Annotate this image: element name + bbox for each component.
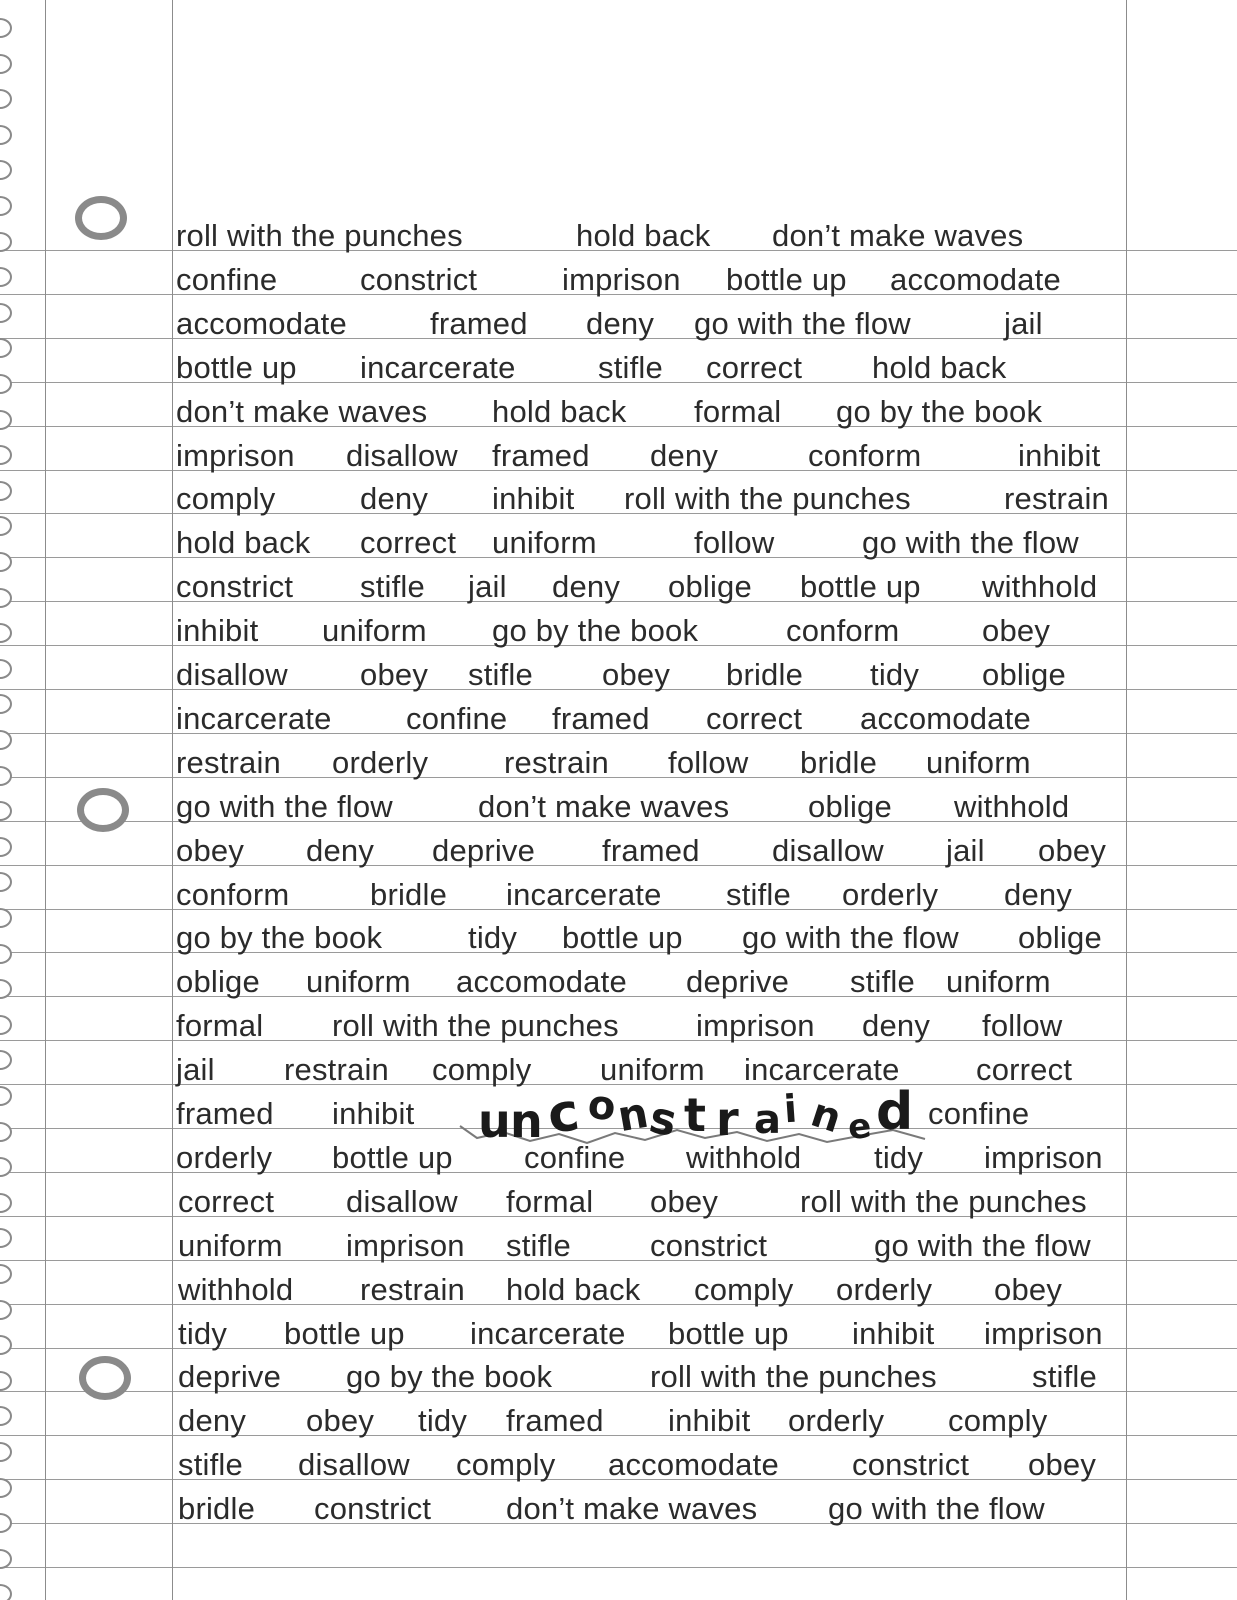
word-row: [0, 922, 1237, 966]
word-row: [0, 220, 1237, 264]
word: stifle: [726, 876, 791, 912]
word: framed: [492, 437, 590, 473]
word: orderly: [842, 876, 939, 912]
word: inhibit: [668, 1403, 751, 1439]
highlight-letter: d: [876, 1082, 914, 1142]
word: follow: [668, 744, 749, 780]
word: orderly: [836, 1271, 933, 1307]
word: comply: [456, 1447, 556, 1483]
word: confine: [406, 700, 508, 736]
word: oblige: [668, 569, 752, 605]
word: incarcerate: [470, 1315, 626, 1351]
word: go by the book: [492, 613, 699, 649]
word: jail: [946, 832, 985, 868]
word-row: [0, 1449, 1237, 1493]
word: disallow: [176, 657, 288, 692]
word: don’t make waves: [772, 218, 1024, 253]
word: obey: [306, 1403, 375, 1439]
word-row: [0, 1315, 1237, 1362]
word: jail: [1004, 305, 1043, 341]
word: accomodate: [176, 305, 347, 341]
word: formal: [176, 1008, 264, 1044]
word: deny: [650, 437, 719, 473]
word: imprison: [176, 437, 295, 473]
word: roll with the punches: [624, 481, 911, 517]
word: obey: [360, 657, 429, 692]
word: go with the flow: [742, 920, 959, 956]
word: deprive: [432, 832, 536, 868]
word: tidy: [468, 920, 518, 956]
word: formal: [506, 1183, 594, 1219]
word-row: [0, 744, 1237, 791]
word: inhibit: [332, 1096, 415, 1131]
word: roll with the punches: [650, 1359, 937, 1395]
word: go by the book: [836, 393, 1043, 429]
word-row: [0, 437, 1237, 484]
word: correct: [178, 1183, 275, 1219]
word: bottle up: [284, 1315, 405, 1351]
word: restrain: [504, 744, 609, 780]
word: oblige: [808, 788, 892, 824]
word: obey: [650, 1183, 719, 1219]
word: don’t make waves: [478, 788, 730, 824]
word: tidy: [874, 1139, 924, 1175]
spiral-loop: [0, 125, 12, 145]
word: deprive: [686, 964, 790, 1000]
word: accomodate: [860, 700, 1031, 736]
word-row: [0, 1010, 1237, 1054]
spiral-loop: [0, 18, 12, 38]
word-row: [0, 1405, 1237, 1449]
spiral-loop: [0, 160, 12, 180]
word: comply: [948, 1403, 1048, 1439]
word: restrain: [176, 744, 281, 780]
word: follow: [982, 1008, 1063, 1044]
word: orderly: [176, 1139, 273, 1175]
word: bottle up: [726, 261, 847, 297]
word: stifle: [468, 657, 533, 692]
word: deny: [552, 569, 621, 605]
word: constrict: [650, 1227, 768, 1263]
word: obey: [994, 1271, 1063, 1307]
word: imprison: [696, 1008, 815, 1044]
word: restrain: [1004, 481, 1109, 517]
highlight-letter: o: [585, 1081, 618, 1131]
word: framed: [506, 1403, 604, 1439]
word: roll with the punches: [332, 1008, 619, 1044]
word: bridle: [178, 1491, 256, 1527]
word: tidy: [178, 1315, 228, 1351]
highlight-letter: u: [478, 1094, 511, 1148]
spiral-loop: [0, 54, 12, 74]
word: go with the flow: [874, 1227, 1091, 1263]
word: bottle up: [668, 1315, 789, 1351]
word-row: [0, 1227, 1237, 1274]
word: uniform: [178, 1227, 283, 1263]
spiral-loop: [0, 1549, 12, 1569]
word: don’t make waves: [176, 393, 428, 429]
word: accomodate: [890, 261, 1061, 297]
word: deprive: [178, 1359, 282, 1395]
word: deny: [1004, 876, 1073, 912]
word: disallow: [346, 1183, 458, 1219]
word-row: [0, 1271, 1237, 1318]
word: jail: [468, 569, 507, 605]
word-row: [0, 1361, 1237, 1405]
word: disallow: [346, 437, 458, 473]
word-row: [0, 966, 1237, 1010]
word: stifle: [506, 1227, 571, 1263]
word: restrain: [284, 1052, 389, 1088]
word: correct: [360, 525, 457, 561]
word: roll with the punches: [176, 218, 463, 253]
highlight-letter: s: [645, 1091, 682, 1148]
word: confine: [524, 1139, 626, 1175]
word: go by the book: [176, 920, 383, 956]
word: inhibit: [176, 613, 259, 649]
highlight-word-unconstrained: [478, 1081, 928, 1152]
highlight-letter: n: [510, 1094, 543, 1148]
word: oblige: [176, 964, 260, 1000]
highlight-letter: a: [754, 1097, 781, 1143]
word: tidy: [418, 1403, 468, 1439]
word: stifle: [598, 349, 663, 385]
word-row: [0, 1183, 1237, 1230]
word: constrict: [360, 261, 478, 297]
spiral-loop: [0, 89, 12, 109]
word-row: [0, 393, 1237, 440]
highlight-letter: n: [613, 1087, 652, 1142]
word: imprison: [984, 1315, 1103, 1351]
spiral-loop: [0, 196, 12, 216]
word-row: [0, 876, 1237, 923]
word: bottle up: [800, 569, 921, 605]
word-row: [0, 659, 1237, 703]
word: confine: [176, 261, 278, 297]
word: oblige: [1018, 920, 1102, 956]
word: hold back: [492, 393, 627, 429]
word: follow: [694, 525, 775, 561]
spiral-loop: [0, 1584, 12, 1600]
word: constrict: [852, 1447, 970, 1483]
word: imprison: [562, 261, 681, 297]
word: inhibit: [852, 1315, 935, 1351]
word: uniform: [322, 613, 427, 649]
word: obey: [982, 613, 1051, 649]
word-row: [0, 832, 1237, 879]
word: stifle: [850, 964, 915, 1000]
word: comply: [176, 481, 276, 517]
word: framed: [552, 700, 650, 736]
word: accomodate: [456, 964, 627, 1000]
word-row: [0, 788, 1237, 835]
word: jail: [176, 1052, 215, 1088]
word: obey: [176, 832, 245, 868]
word: withhold: [686, 1139, 802, 1175]
word: withhold: [982, 569, 1098, 605]
word: deny: [360, 481, 429, 517]
word: don’t make waves: [506, 1491, 758, 1527]
highlight-letter: n: [805, 1089, 847, 1143]
word: imprison: [984, 1139, 1103, 1175]
word: bottle up: [176, 349, 297, 385]
word-row: [0, 349, 1237, 396]
word: confine: [928, 1096, 1030, 1131]
word-row: [0, 700, 1237, 747]
word: stifle: [360, 569, 425, 605]
word: bottle up: [332, 1139, 453, 1175]
word: withhold: [954, 788, 1070, 824]
word: uniform: [926, 744, 1031, 780]
highlight-letter: e: [845, 1105, 874, 1149]
word: bridle: [370, 876, 448, 912]
word: go with the flow: [694, 305, 911, 341]
word: disallow: [298, 1447, 410, 1483]
word: orderly: [332, 744, 429, 780]
word: incarcerate: [176, 700, 332, 736]
word: hold back: [506, 1271, 641, 1307]
word: uniform: [600, 1052, 705, 1088]
word: framed: [430, 305, 528, 341]
word: deny: [306, 832, 375, 868]
word: framed: [602, 832, 700, 868]
word: inhibit: [492, 481, 575, 517]
word: bridle: [800, 744, 878, 780]
ruled-line: [0, 1567, 1237, 1568]
word: conform: [786, 613, 900, 649]
word: incarcerate: [744, 1052, 900, 1088]
word: go by the book: [346, 1359, 553, 1395]
word-row: [0, 305, 1237, 352]
word-row: [0, 615, 1237, 659]
word-row: [0, 261, 1237, 308]
word: hold back: [576, 218, 711, 253]
word: correct: [706, 349, 803, 385]
word-row: [0, 527, 1237, 571]
word: tidy: [870, 657, 920, 692]
word: uniform: [492, 525, 597, 561]
word: bridle: [726, 657, 804, 692]
word-row: [0, 1493, 1237, 1537]
word: incarcerate: [360, 349, 516, 385]
word: conform: [176, 876, 290, 912]
word: uniform: [306, 964, 411, 1000]
word: hold back: [872, 349, 1007, 385]
word: go with the flow: [862, 525, 1079, 561]
word: formal: [694, 393, 782, 429]
word: incarcerate: [506, 876, 662, 912]
word: deny: [862, 1008, 931, 1044]
word: hold back: [176, 525, 311, 561]
word: orderly: [788, 1403, 885, 1439]
word: comply: [432, 1052, 532, 1088]
word: imprison: [346, 1227, 465, 1263]
word: conform: [808, 437, 922, 473]
word: stifle: [1032, 1359, 1097, 1395]
word: deny: [586, 305, 655, 341]
word: framed: [176, 1096, 274, 1131]
word: go with the flow: [176, 788, 393, 824]
highlight-letter: r: [716, 1092, 739, 1146]
word: restrain: [360, 1271, 465, 1307]
word: oblige: [982, 657, 1066, 692]
word: constrict: [176, 569, 294, 605]
word: deny: [178, 1403, 247, 1439]
word: go with the flow: [828, 1491, 1045, 1527]
word: accomodate: [608, 1447, 779, 1483]
word: obey: [1028, 1447, 1097, 1483]
word-row: [0, 571, 1237, 615]
word: uniform: [946, 964, 1051, 1000]
word: withhold: [178, 1271, 294, 1307]
word: bottle up: [562, 920, 683, 956]
word: correct: [976, 1052, 1073, 1088]
word: obey: [602, 657, 671, 692]
highlight-letter: c: [543, 1082, 583, 1146]
word: stifle: [178, 1447, 243, 1483]
word-row: [0, 483, 1237, 527]
word: roll with the punches: [800, 1183, 1087, 1219]
word: correct: [706, 700, 803, 736]
word: obey: [1038, 832, 1107, 868]
word: inhibit: [1018, 437, 1101, 473]
highlight-letter: t: [684, 1088, 706, 1142]
word: disallow: [772, 832, 884, 868]
word: comply: [694, 1271, 794, 1307]
highlight-letter: i: [782, 1086, 799, 1132]
word: constrict: [314, 1491, 432, 1527]
